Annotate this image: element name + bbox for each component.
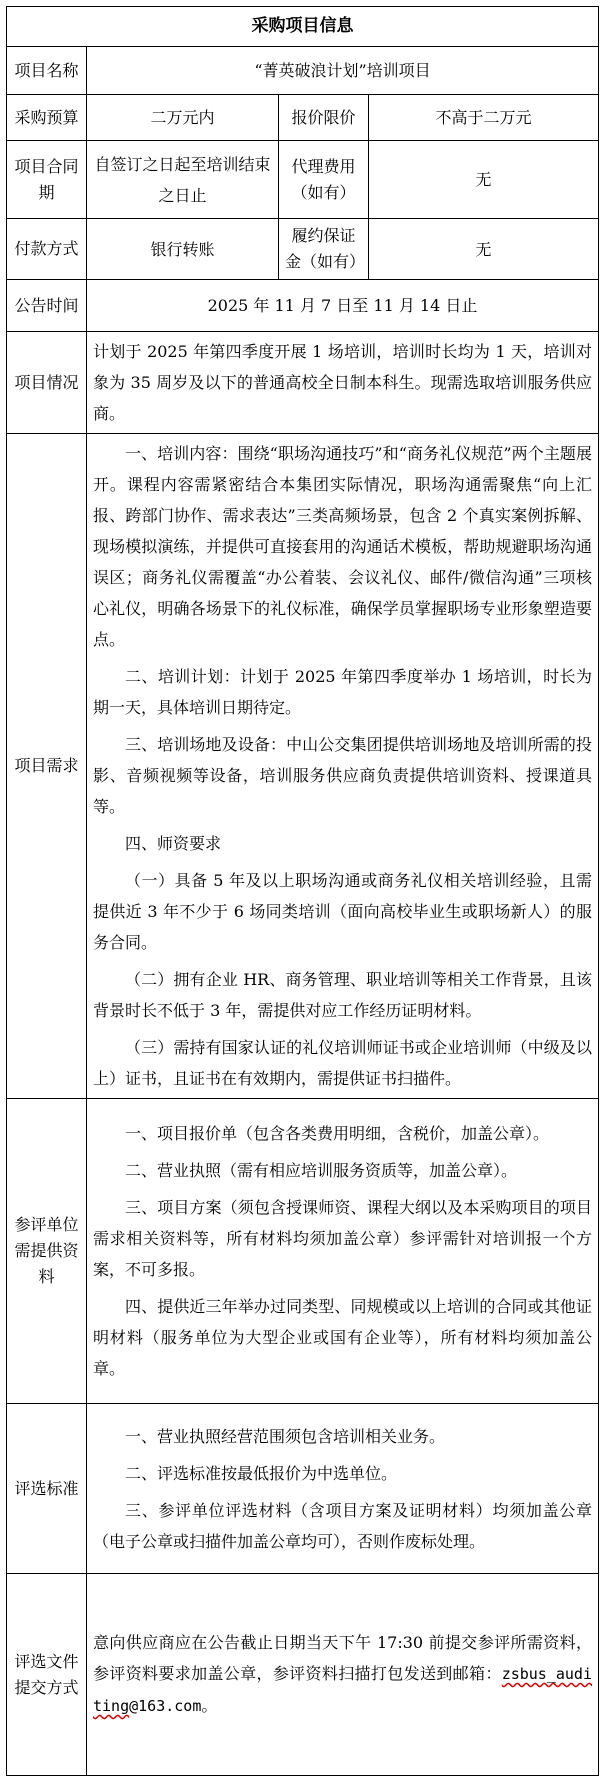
requirement-paragraph: （一）具备 5 年及以上职场沟通或商务礼仪相关培训经验，且需提供近 3 年不少于 6 场同类培训（面向高校毕业生或职场新人）的服务合同。 xyxy=(93,871,592,952)
material-paragraph: 三、项目方案（须包含授课师资、课程大纲以及本采购项目的项目需求相关资料等，所有材料均须加盖公章）参评需针对培训报一个方案，不可多报。 xyxy=(93,1198,592,1279)
value-submission-method xyxy=(87,1574,599,1776)
row-payment xyxy=(7,219,599,280)
criteria-paragraph: 三、参评单位评选材料（含项目方案及证明材料）均须加盖公章（电子公章或扫描件加盖公章均可），否则作废标处理。 xyxy=(93,1500,592,1551)
label-budget: 采购预算 xyxy=(7,95,87,141)
requirement-paragraph: 四、师资要求 xyxy=(125,834,222,853)
row-project-name xyxy=(7,47,599,95)
label-announcement-time: 公告时间 xyxy=(7,280,87,332)
value-criteria xyxy=(87,1404,599,1574)
criteria-paragraph: 一、营业执照经营范围须包含培训相关业务。 xyxy=(125,1426,446,1446)
submission-instructions: 意向供应商应在公告截止日期当天下午 17:30 前提交参评所需资料，参评资料要求加盖公章，参评资料扫描打包发送到邮箱： xyxy=(93,1633,592,1683)
value-performance-bond: 无 xyxy=(369,219,599,280)
label-submission-method: 评选文件提交方式 xyxy=(7,1574,87,1776)
email-user: zsbus_auditing xyxy=(93,1665,592,1715)
title-row xyxy=(7,7,599,47)
label-payment-method: 付款方式 xyxy=(7,219,87,280)
value-requirements xyxy=(87,434,599,1099)
table-title: 采购项目信息 xyxy=(7,7,599,47)
value-announcement-time: 2025 年 11 月 7 日至 11 月 14 日止 xyxy=(87,280,599,332)
situation-text: 计划于 2025 年第四季度开展 1 场培训，培训时长均为 1 天，培训对象为 35 周岁及以下的普通高校全日制本科生。现需选取培训服务供应商。 xyxy=(93,342,592,423)
requirement-paragraph: （三）需持有国家认证的礼仪培训师证书或企业培训师（中级及以上）证书，且证书在有效期内，需提供证书扫描件。 xyxy=(93,1038,592,1088)
value-agency-fee: 无 xyxy=(369,141,599,219)
value-required-materials xyxy=(87,1099,599,1404)
label-contract-period: 项目合同期 xyxy=(7,141,87,219)
requirement-paragraph: 一、培训内容：围绕“职场沟通技巧”和“商务礼仪规范”两个主题展开。课程内容需紧密结合本集团实际情况，职场沟通需聚焦“向上汇报、跨部门协作、需求表达”三类高频场景，包含 2 个真实案例拆解、现场模拟演练，并提供可直接套用的沟通话术模板，帮助规避职场沟通误区；商务礼仪需覆盖“办公着装、会议礼仪、邮件/微信沟通”三项核心礼仪，明确各场景下的礼仪标准，确保学员掌握职场专业形象塑造要点。 xyxy=(93,444,592,649)
submission-end: 。 xyxy=(201,1696,218,1715)
label-project-name: 项目名称 xyxy=(7,47,87,95)
row-announcement xyxy=(7,280,599,332)
requirement-paragraph: 二、培训计划：计划于 2025 年第四季度举办 1 场培训，时长为期一天，具体培训日期待定。 xyxy=(93,667,592,717)
row-required-materials xyxy=(7,1099,599,1404)
requirement-paragraph: （二）拥有企业 HR、商务管理、职业培训等相关工作背景，且该背景时长不低于 3 年，需提供对应工作经历证明材料。 xyxy=(93,970,592,1020)
label-criteria: 评选标准 xyxy=(7,1404,87,1574)
email-domain: @163.com xyxy=(129,1697,202,1715)
value-price-limit: 不高于二万元 xyxy=(369,95,599,141)
label-price-limit: 报价限价 xyxy=(279,95,369,141)
row-contract-period xyxy=(7,141,599,219)
value-budget: 二万元内 xyxy=(87,95,279,141)
row-submission xyxy=(7,1574,599,1776)
material-paragraph: 一、项目报价单（包含各类费用明细，含税价，加盖公章）。 xyxy=(125,1124,550,1143)
criteria-paragraph: 二、评选标准按最低报价为中选单位。 xyxy=(125,1463,398,1483)
row-budget xyxy=(7,95,599,141)
procurement-info-table xyxy=(6,6,599,1776)
row-project-situation xyxy=(7,332,599,434)
value-contract-period: 自签订之日起至培训结束之日止 xyxy=(87,141,279,219)
row-criteria xyxy=(7,1404,599,1574)
submission-text xyxy=(93,1627,592,1722)
material-paragraph: 四、提供近三年举办过同类型、同规模或以上培训的合同或其他证明材料（服务单位为大型企业或国有企业等），所有材料均须加盖公章。 xyxy=(93,1297,592,1378)
label-requirements: 项目需求 xyxy=(7,434,87,1099)
requirement-paragraph: 三、培训场地及设备：中山公交集团提供培训场地及培训所需的投影、音频视频等设备，培训服务供应商负责提供培训资料、授课道具等。 xyxy=(93,735,592,816)
value-payment-method: 银行转账 xyxy=(87,219,279,280)
value-project-name: “菁英破浪计划”培训项目 xyxy=(87,47,599,95)
label-performance-bond: 履约保证金（如有） xyxy=(279,219,369,280)
label-agency-fee: 代理费用（如有） xyxy=(279,141,369,219)
value-project-situation xyxy=(87,332,599,434)
material-paragraph: 二、营业执照（需有相应培训服务资质等，加盖公章）。 xyxy=(125,1161,518,1180)
row-requirements xyxy=(7,434,599,1099)
label-required-materials: 参评单位需提供资料 xyxy=(7,1099,87,1404)
label-project-situation: 项目情况 xyxy=(7,332,87,434)
